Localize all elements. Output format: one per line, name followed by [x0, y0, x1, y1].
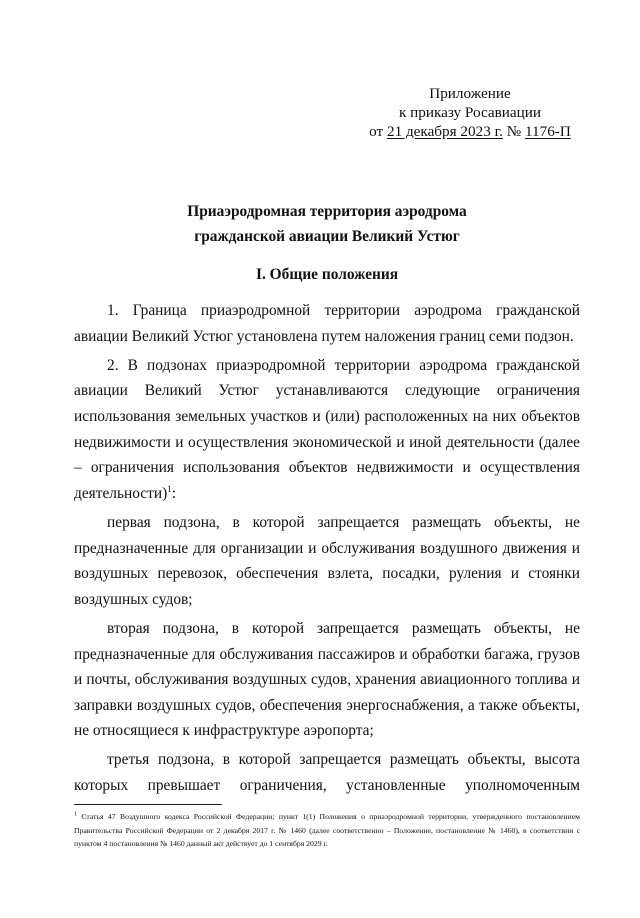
order-date-prefix: от — [369, 123, 387, 140]
paragraph-2-text: 2. В подзонах приаэродромной территории аэродрома гражданской авиации Великий Устюг устанавливаются следующие ограничения использования земельных участков и (или) расположенных на них объектов недвижимости и осуществления экономической и иной деятельности (далее – ограничения использования объектов недвижимости и осуществления деятельности) — [74, 356, 580, 502]
footnote-text: Статья 47 Воздушного кодекса Российской Федерации; пункт 1(1) Положения о приаэродромной территории, утвержденного постановлением Правительства Российской Федерации от 2 декабря 2017 г. № 1460 (далее соответственно – Положение, постановление № 1460), в соответствии с пунктом 4 постановления № 1460 данный акт действует до 1 сентября 2029 г. — [74, 812, 580, 848]
order-date-number — [355, 122, 585, 141]
appendix-label: Приложение — [429, 85, 511, 102]
paragraph-2 — [74, 353, 580, 507]
document-title — [74, 199, 580, 249]
document-title-line-1: Приаэродромная территория аэродрома — [187, 203, 467, 220]
body-text — [74, 298, 580, 799]
subzone-3-paragraph: третья подзона, в которой запрещается размещать объекты, высота которых превышает ограничения, установленные уполномоченным — [74, 751, 580, 795]
footnote-ref: 1 — [167, 483, 172, 494]
subzone-1-paragraph: первая подзона, в которой запрещается размещать объекты, не предназначенные для организации и обслуживания воздушного движения и воздушных перевозок, обеспечения взлета, посадки, руления и стоянки воздушных судов; — [74, 513, 580, 608]
order-number-sign: № — [502, 123, 525, 140]
order-number: 1176-П — [525, 123, 571, 140]
order-date: 21 декабря 2023 г. — [386, 123, 503, 140]
subzone-2-paragraph: вторая подзона, в которой запрещается размещать объекты, не предназначенные для обслуживания пассажиров и обработки багажа, грузов и почты, обслуживания воздушных судов, хранения авиационного топлива и заправки воздушных судов, обеспечения энергоснабжения, а также объекты, не относящиеся к инфраструктуре аэропорта; — [74, 619, 580, 740]
order-reference: к приказу Росавиации — [398, 104, 542, 121]
section-title: I. Общие положения — [255, 266, 399, 283]
paragraph-2-tail: : — [171, 484, 177, 502]
footnote — [74, 810, 580, 851]
document-title-line-2: гражданской авиации Великий Устюг — [194, 228, 460, 245]
footnote-number: 1 — [74, 811, 77, 818]
paragraph-1: 1. Граница приаэродромной территории аэродрома гражданской авиации Великий Устюг установлена путем наложения границ семи подзон. — [74, 302, 580, 345]
footnote-divider — [74, 804, 222, 805]
appendix-header — [355, 84, 585, 141]
